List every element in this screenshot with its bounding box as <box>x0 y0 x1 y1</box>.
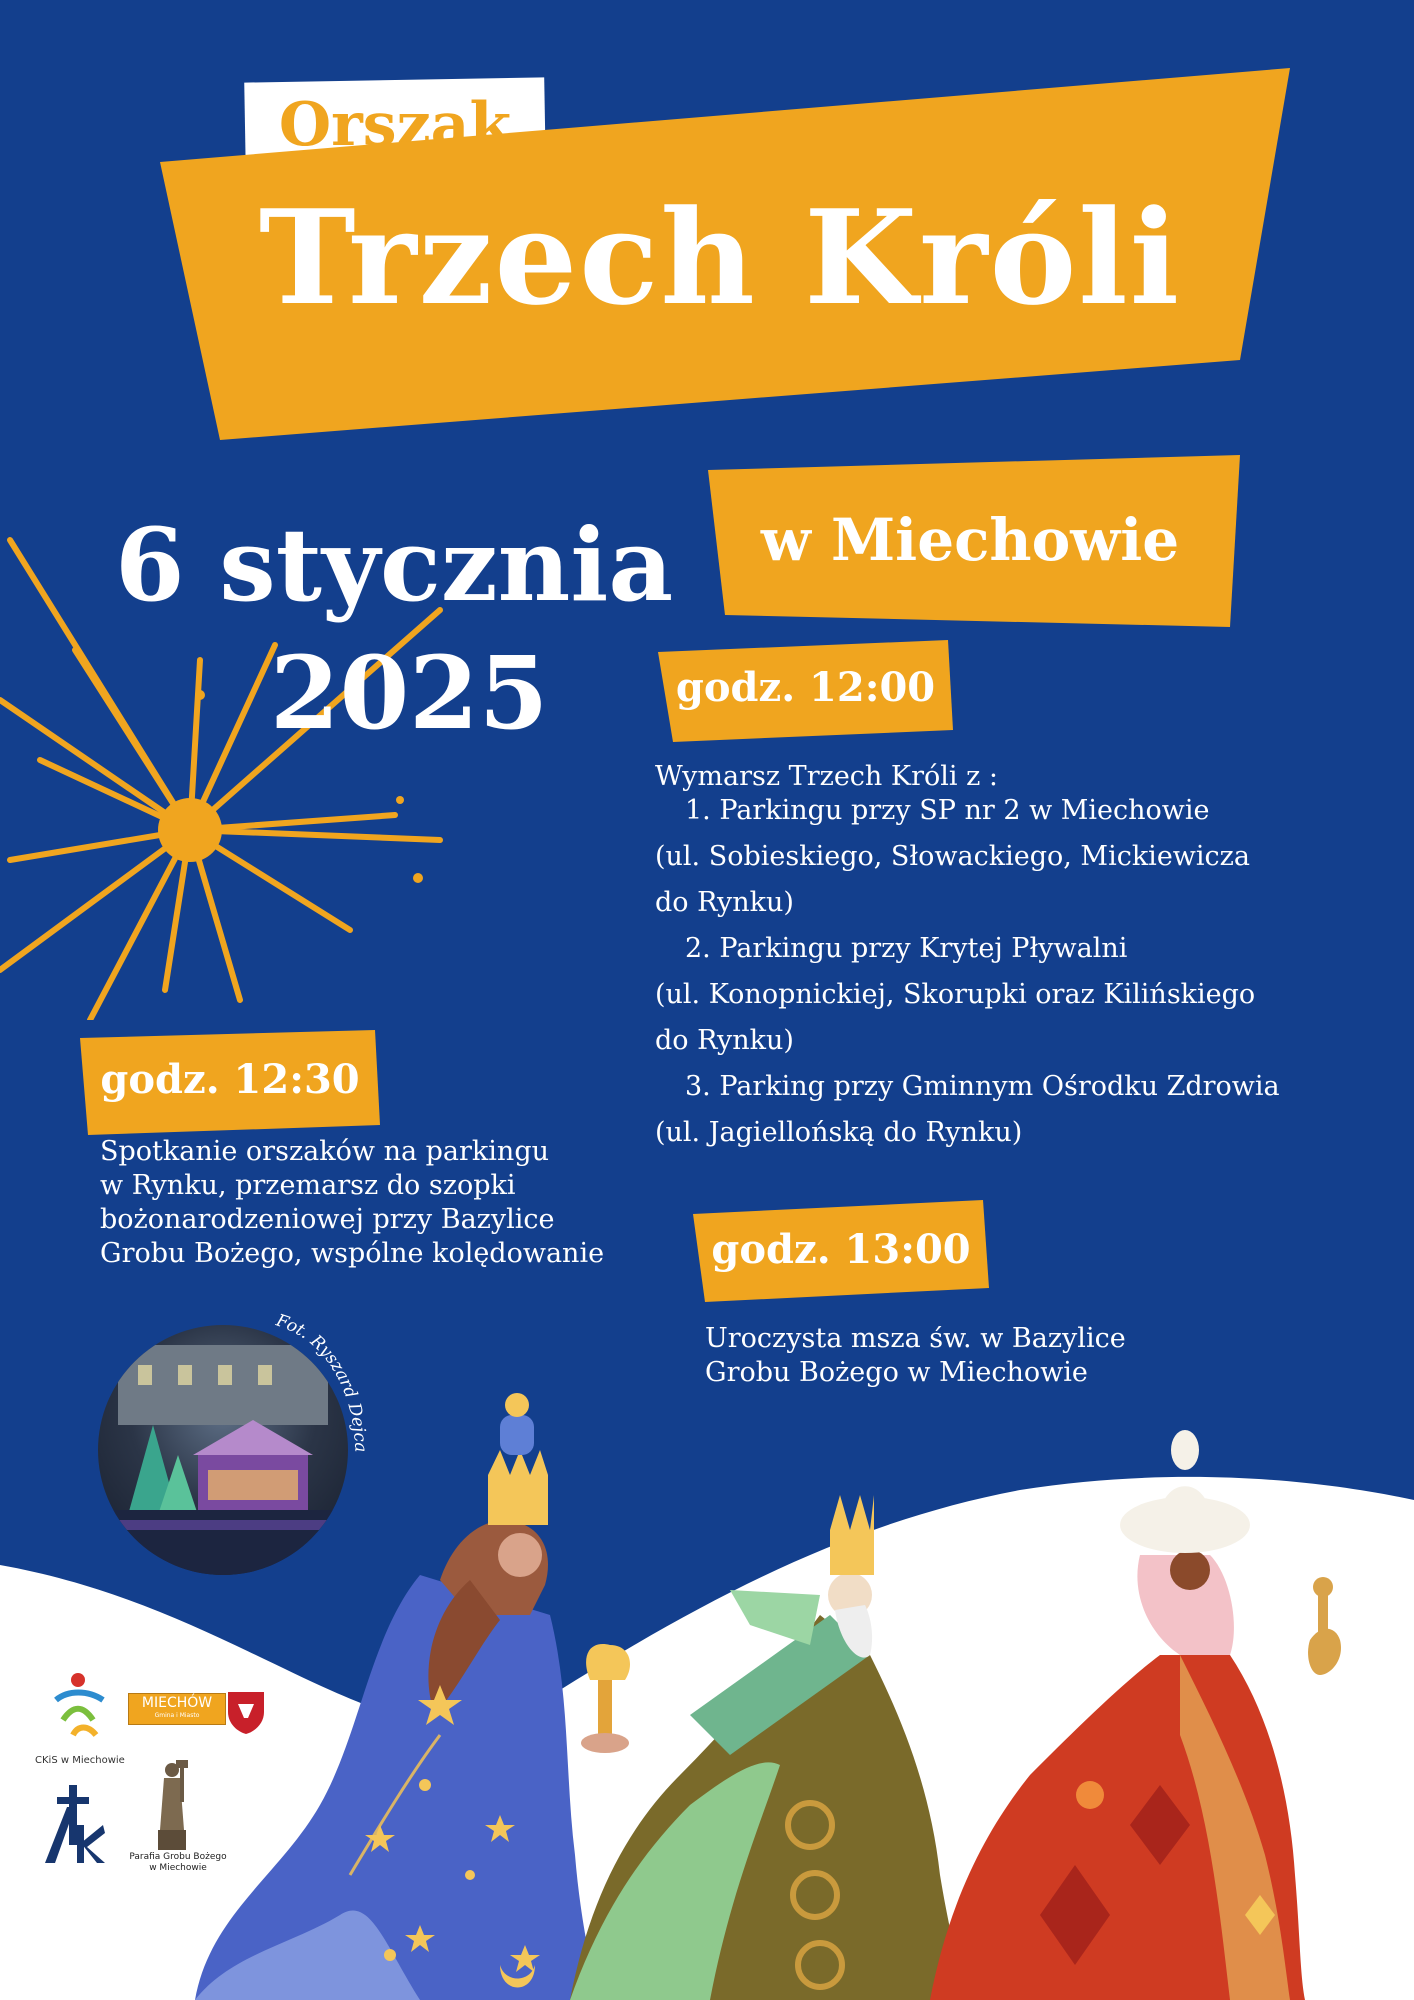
schedule-details-1230 <box>100 1135 660 1271</box>
king-red <box>930 1430 1341 2000</box>
parish-statue-icon <box>150 1758 194 1850</box>
schedule-line: (ul. Sobieskiego, Słowackiego, Mickiewicza <box>655 841 1250 872</box>
schedule-line: do Rynku) <box>655 1025 794 1056</box>
schedule-line: Wymarsz Trzech Króli z : <box>655 761 998 792</box>
parish-logo-text: Parafia Grobu Bożego <box>129 1852 227 1862</box>
photo-credit: Fot. Ryszard Dejca <box>273 1310 371 1453</box>
miechow-logo-text: MIECHÓW <box>141 1695 213 1711</box>
schedule-line: 3. Parking przy Gminnym Ośrodku Zdrowia <box>685 1071 1280 1102</box>
schedule-line: bożonarodzeniowej przy Bazylice <box>100 1204 555 1235</box>
schedule-line: Spotkanie orszaków na parkingu <box>100 1136 549 1167</box>
schedule-line: do Rynku) <box>655 887 794 918</box>
event-year: 2025 <box>270 634 549 752</box>
schedule-line: Grobu Bożego w Miechowie <box>705 1357 1088 1388</box>
parish-logo-text-2: w Miechowie <box>149 1863 207 1873</box>
miechow-coat-of-arms-icon <box>226 1690 266 1734</box>
schedule-line: (ul. Konopnickiej, Skorupki oraz Kilińskiego <box>655 979 1256 1010</box>
schedule-line: 1. Parkingu przy SP nr 2 w Miechowie <box>685 795 1210 826</box>
king-green <box>570 1495 970 2000</box>
schedule-details-1200 <box>655 760 1395 1150</box>
schedule-line: w Rynku, przemarsz do szopki <box>100 1170 516 1201</box>
schedule-line: 2. Parkingu przy Krytej Pływalni <box>685 933 1128 964</box>
three-kings-illustration <box>170 1355 1414 2000</box>
schedule-line: (ul. Jagiellońską do Rynku) <box>655 1117 1023 1148</box>
time-label-1300: godz. 13:00 <box>711 1226 971 1273</box>
ckis-logo-icon <box>48 1665 110 1745</box>
location-text: w Miechowie <box>760 506 1180 574</box>
time-label-1200: godz. 12:00 <box>675 664 936 711</box>
schedule-line: Grobu Bożego, wspólne kolędowanie <box>100 1238 605 1269</box>
schedule-line: Uroczysta msza św. w Bazylice <box>705 1323 1126 1354</box>
event-title: Trzech Króli <box>258 181 1182 334</box>
ckis-logo-text: CKiS w Miechowie <box>35 1755 125 1766</box>
event-date: 6 stycznia <box>115 506 674 624</box>
kicker-text: Orszak <box>278 90 512 160</box>
miechow-logo-subtext: Gmina i Miasto <box>154 1712 200 1719</box>
time-label-1230: godz. 12:30 <box>100 1056 360 1103</box>
miechow-logo <box>128 1693 226 1725</box>
ak-logo-icon <box>45 1785 105 1863</box>
